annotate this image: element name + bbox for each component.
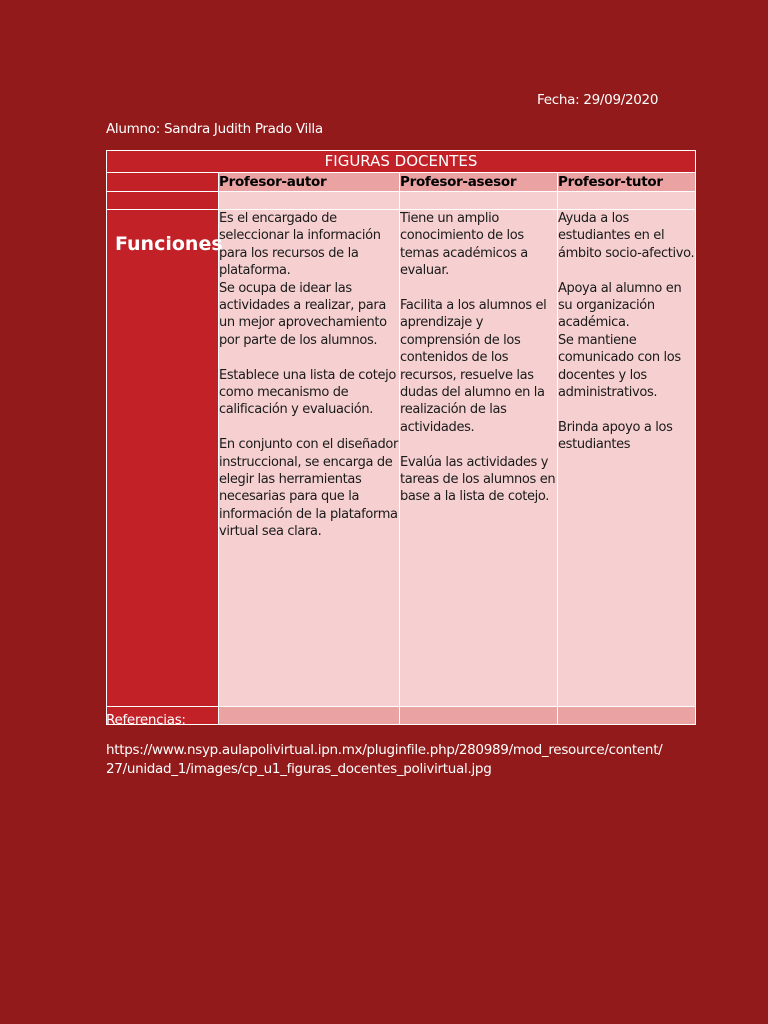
footer-cell xyxy=(558,707,696,725)
cell-profesor-autor xyxy=(219,210,400,707)
spacer-cell xyxy=(219,192,400,210)
tutor-paragraph: Ayuda a los estudiantes en el ámbito socio-afectivo. xyxy=(558,211,695,261)
column-header-autor: Profesor-autor xyxy=(219,173,400,192)
tutor-paragraph: Apoya al alumno en su organización académica. Se mantiene comunicado con los docentes y los administrativos. xyxy=(558,280,682,401)
autor-paragraph: En conjunto con el diseñador instruccional, se encarga de elegir las herramientas necesarias para que la información de la plataforma virtual sea clara. xyxy=(219,437,399,540)
spacer-row xyxy=(107,192,696,210)
row-label-funciones: Funciones xyxy=(107,210,219,707)
footer-row xyxy=(107,707,696,725)
date-label: Fecha: 29/09/2020 xyxy=(537,92,659,108)
column-header-tutor: Profesor-tutor xyxy=(558,173,696,192)
references-label: Referencias: xyxy=(106,712,186,728)
reference-link[interactable]: https://www.nsyp.aulapolivirtual.ipn.mx/pluginfile.php/280989/mod_resource/content/27/unidad_1/images/cp_u1_figuras_docentes_polivirtual.jpg xyxy=(106,742,663,777)
student-name: Alumno: Sandra Judith Prado Villa xyxy=(106,121,323,137)
cell-profesor-tutor xyxy=(558,210,696,707)
footer-cell xyxy=(219,707,400,725)
tutor-paragraph: Brinda apoyo a los estudiantes xyxy=(558,419,673,453)
asesor-paragraph: Evalúa las actividades y tareas de los alumnos en base a la lista de cotejo. xyxy=(400,454,556,505)
spacer-cell xyxy=(400,192,558,210)
table-title-row xyxy=(107,151,696,173)
column-header-asesor: Profesor-asesor xyxy=(400,173,558,192)
footer-cell xyxy=(400,707,558,725)
autor-paragraph: Establece una lista de cotejo como mecanismo de calificación y evaluación. xyxy=(219,367,396,418)
spacer-cell xyxy=(558,192,696,210)
spacer-label-cell xyxy=(107,192,219,210)
cell-profesor-asesor xyxy=(400,210,558,707)
funciones-row xyxy=(107,210,696,707)
autor-paragraph: Es el encargado de seleccionar la información para los recursos de la plataforma. Se ocupa de idear las actividades a realizar, para un mejor aprovechamiento por parte de los alumnos. xyxy=(219,211,387,348)
figuras-docentes-table xyxy=(106,150,696,725)
asesor-paragraph: Tiene un amplio conocimiento de los temas académicos a evaluar. xyxy=(400,211,528,279)
corner-cell xyxy=(107,173,219,192)
table-title: FIGURAS DOCENTES xyxy=(107,151,696,173)
column-header-row xyxy=(107,173,696,192)
asesor-paragraph: Facilita a los alumnos el aprendizaje y comprensión de los contenidos de los recursos, resuelve las dudas del alumno en la realización de las actividades. xyxy=(400,298,547,435)
